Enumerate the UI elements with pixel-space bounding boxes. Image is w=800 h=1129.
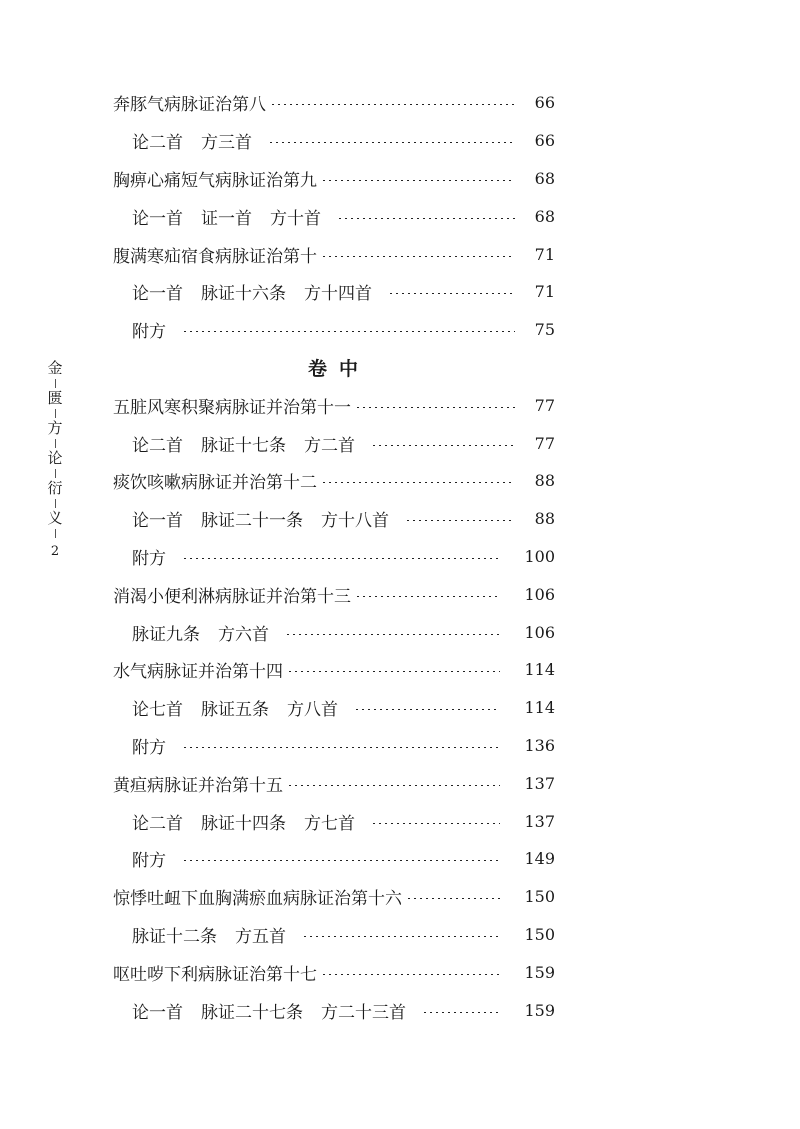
toc-subentry bbox=[113, 991, 555, 1029]
toc-page-number: 106 bbox=[524, 622, 555, 642]
toc-subentry bbox=[113, 802, 555, 840]
toc-entry-title bbox=[132, 544, 166, 569]
toc-entry-title bbox=[132, 506, 389, 531]
dot-leader bbox=[182, 331, 515, 332]
toc-entry-part: 脉证十七条 bbox=[201, 435, 286, 456]
toc-page-number: 114 bbox=[524, 660, 555, 680]
toc-entry-part: 论一首 bbox=[132, 208, 183, 229]
toc-page-number: 77 bbox=[534, 433, 555, 453]
toc-entry-title: 水气病脉证并治第十四 bbox=[113, 662, 283, 683]
toc-entry-part: 脉证十二条 bbox=[132, 926, 217, 947]
toc-subentry bbox=[113, 273, 555, 311]
toc-entry-part: 附方 bbox=[132, 322, 166, 343]
toc-entry-part: 附方 bbox=[132, 548, 166, 569]
toc-entry-part: 论二首 bbox=[132, 435, 183, 456]
toc-page-number: 88 bbox=[534, 509, 555, 529]
dot-leader bbox=[355, 596, 500, 597]
toc-subentry bbox=[113, 197, 555, 235]
dot-leader bbox=[337, 218, 515, 219]
toc-page-number: 150 bbox=[524, 924, 555, 944]
toc-page-number: 100 bbox=[524, 546, 555, 566]
dot-leader bbox=[371, 445, 515, 446]
toc-page-number: 114 bbox=[524, 698, 555, 718]
toc-subentry bbox=[113, 840, 555, 878]
toc-entry-title bbox=[132, 204, 321, 229]
toc-entry-title: 五脏风寒积聚病脉证并治第十一 bbox=[113, 397, 351, 418]
toc-entry-title bbox=[132, 431, 355, 456]
toc-entry-title bbox=[132, 922, 286, 947]
toc-entry-title: 胸痹心痛短气病脉证治第九 bbox=[113, 170, 317, 191]
toc-subentry bbox=[113, 613, 555, 651]
toc-page-number: 159 bbox=[524, 1000, 555, 1020]
toc-entry-part: 附方 bbox=[132, 851, 166, 872]
toc-entry-part: 证一首 bbox=[201, 208, 252, 229]
toc-entry-title bbox=[132, 846, 166, 871]
dot-leader bbox=[321, 974, 500, 975]
dot-leader bbox=[182, 860, 500, 861]
toc-entry-part: 方六首 bbox=[218, 624, 269, 645]
toc-entry-part: 脉证九条 bbox=[132, 624, 200, 645]
volume-heading: 卷中 bbox=[307, 357, 370, 380]
toc-entry-title: 腹满寒疝宿食病脉证治第十 bbox=[113, 246, 317, 267]
toc-subentry bbox=[113, 727, 555, 765]
toc-entry-part: 脉证二十一条 bbox=[201, 511, 303, 532]
toc-entry-part: 论二首 bbox=[132, 133, 183, 154]
toc-chapter-entry bbox=[113, 462, 555, 500]
toc-entry-title bbox=[132, 279, 372, 304]
running-title-char: 方 bbox=[47, 419, 63, 437]
toc-entry-title: 消渴小便利淋病脉证并治第十三 bbox=[113, 586, 351, 607]
toc-subentry bbox=[113, 916, 555, 954]
toc-entry-part: 论二首 bbox=[132, 813, 183, 834]
dot-leader bbox=[182, 558, 500, 559]
dot-leader bbox=[405, 520, 515, 521]
folio-page-number: 2 bbox=[50, 544, 60, 559]
toc-subentry bbox=[113, 311, 555, 349]
toc-page-number: 68 bbox=[534, 206, 555, 226]
toc-entry-title bbox=[132, 128, 252, 153]
toc-subentry bbox=[113, 424, 555, 462]
toc-entry-title: 惊悸吐衄下血胸满瘀血病脉证治第十六 bbox=[113, 889, 402, 910]
toc-entry-title bbox=[132, 733, 166, 758]
toc-page-number: 150 bbox=[524, 887, 555, 907]
toc-entry-title bbox=[132, 998, 406, 1023]
running-title-char: 金 bbox=[47, 359, 63, 377]
toc-chapter-entry bbox=[113, 878, 555, 916]
toc-chapter-entry bbox=[113, 953, 555, 991]
running-title-separator bbox=[55, 499, 56, 508]
toc-entry-title bbox=[132, 620, 269, 645]
toc-chapter-entry bbox=[113, 575, 555, 613]
dot-leader bbox=[268, 142, 515, 143]
toc-page-number: 137 bbox=[524, 773, 555, 793]
toc-entry-title: 奔豚气病脉证治第八 bbox=[113, 95, 266, 116]
toc-entry-part: 方八首 bbox=[287, 700, 338, 721]
running-title-separator bbox=[55, 469, 56, 478]
table-of-contents bbox=[113, 84, 555, 1029]
toc-entry-part: 脉证五条 bbox=[201, 700, 269, 721]
dot-leader bbox=[270, 104, 515, 105]
toc-chapter-entry bbox=[113, 235, 555, 273]
toc-chapter-entry bbox=[113, 651, 555, 689]
toc-entry-part: 方三首 bbox=[201, 133, 252, 154]
toc-entry-part: 论七首 bbox=[132, 700, 183, 721]
running-title-char: 衍 bbox=[47, 479, 63, 497]
toc-chapter-entry bbox=[113, 84, 555, 122]
dot-leader bbox=[321, 180, 515, 181]
toc-page-number: 66 bbox=[534, 131, 555, 151]
toc-chapter-entry bbox=[113, 764, 555, 802]
dot-leader bbox=[321, 482, 515, 483]
toc-entry-part: 方五首 bbox=[235, 926, 286, 947]
toc-subentry bbox=[113, 538, 555, 576]
running-title-char: 匮 bbox=[47, 389, 63, 407]
toc-chapter-entry bbox=[113, 160, 555, 198]
toc-entry-part: 方十四首 bbox=[304, 284, 372, 305]
dot-leader bbox=[287, 671, 500, 672]
toc-entry-part: 论一首 bbox=[132, 511, 183, 532]
toc-entry-part: 脉证二十七条 bbox=[201, 1002, 303, 1023]
toc-page-number: 71 bbox=[534, 244, 555, 264]
toc-entry-part: 论一首 bbox=[132, 1002, 183, 1023]
toc-entry-title: 呕吐哕下利病脉证治第十七 bbox=[113, 964, 317, 985]
toc-page-number: 149 bbox=[524, 849, 555, 869]
toc-entry-part: 方十八首 bbox=[321, 511, 389, 532]
toc-subentry bbox=[113, 500, 555, 538]
toc-entry-part: 方七首 bbox=[304, 813, 355, 834]
running-title-char: 义 bbox=[47, 509, 63, 527]
toc-page-number: 77 bbox=[534, 395, 555, 415]
toc-entry-part: 方十首 bbox=[270, 208, 321, 229]
toc-entry-title bbox=[132, 695, 338, 720]
toc-entry-title: 痰饮咳嗽病脉证并治第十二 bbox=[113, 473, 317, 494]
dot-leader bbox=[422, 1012, 500, 1013]
running-title-char: 论 bbox=[47, 449, 63, 467]
running-title-separator bbox=[55, 529, 56, 538]
toc-page-number: 71 bbox=[534, 282, 555, 302]
dot-leader bbox=[371, 823, 500, 824]
dot-leader bbox=[302, 936, 500, 937]
running-title-separator bbox=[55, 409, 56, 418]
toc-page-number: 159 bbox=[524, 962, 555, 982]
dot-leader bbox=[354, 709, 500, 710]
dot-leader bbox=[406, 898, 500, 899]
toc-chapter-entry bbox=[113, 386, 555, 424]
toc-subentry bbox=[113, 122, 555, 160]
toc-entry-part: 方二十三首 bbox=[321, 1002, 406, 1023]
dot-leader bbox=[182, 747, 500, 748]
toc-entry-part: 方二首 bbox=[304, 435, 355, 456]
running-title-separator bbox=[55, 379, 56, 388]
toc-entry-title: 黄疸病脉证并治第十五 bbox=[113, 775, 283, 796]
toc-entry-part: 脉证十四条 bbox=[201, 813, 286, 834]
toc-entry-title bbox=[132, 317, 166, 342]
toc-page-number: 66 bbox=[534, 93, 555, 113]
dot-leader bbox=[388, 293, 515, 294]
dot-leader bbox=[321, 256, 515, 257]
toc-page-number: 106 bbox=[524, 584, 555, 604]
toc-entry-part: 论一首 bbox=[132, 284, 183, 305]
toc-page-number: 68 bbox=[534, 168, 555, 188]
toc-page-number: 88 bbox=[534, 471, 555, 491]
toc-page-number: 136 bbox=[524, 735, 555, 755]
dot-leader bbox=[287, 785, 500, 786]
running-title bbox=[44, 360, 66, 559]
dot-leader bbox=[285, 634, 500, 635]
toc-entry-title bbox=[132, 809, 355, 834]
toc-entry-part: 附方 bbox=[132, 737, 166, 758]
dot-leader bbox=[355, 407, 515, 408]
toc-entry-part: 脉证十六条 bbox=[201, 284, 286, 305]
toc-page-number: 75 bbox=[534, 320, 555, 340]
toc-page-number: 137 bbox=[524, 811, 555, 831]
toc-subentry bbox=[113, 689, 555, 727]
running-title-separator bbox=[55, 439, 56, 448]
